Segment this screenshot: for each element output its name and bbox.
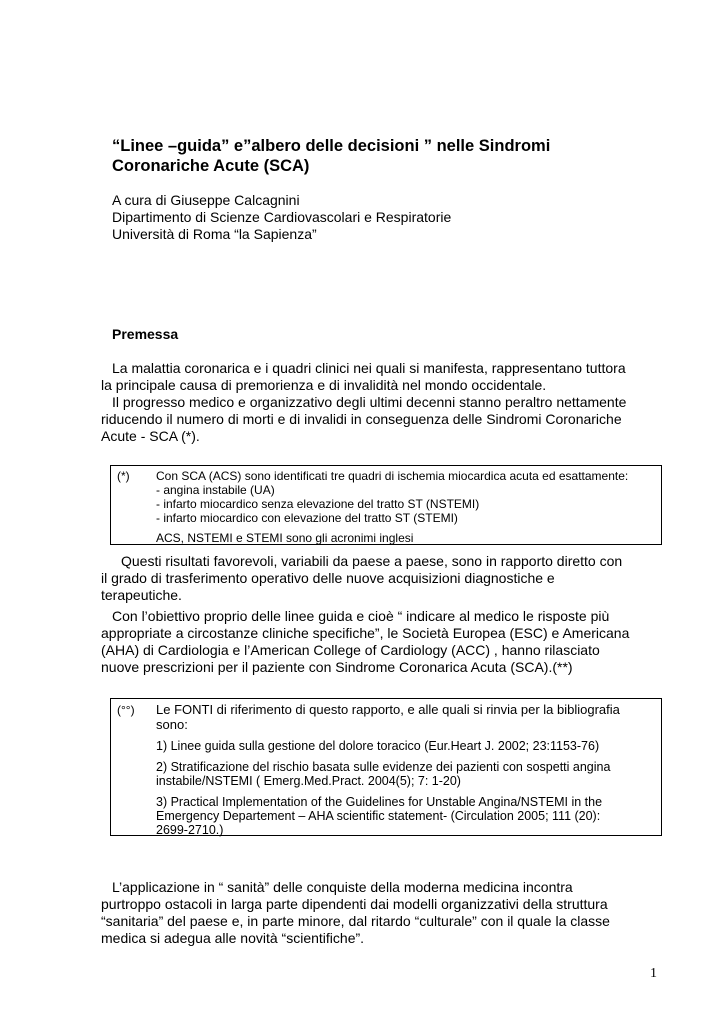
paragraph-line: “sanitaria” del paese e, in parte minore, dal ritardo “culturale” con il quale la classe (101, 913, 610, 929)
paragraph-line: la principale causa di premorienza e di invalidità nel mondo occidentale. (101, 377, 547, 393)
paragraph-line: Con l’obiettivo proprio delle linee guida e cioè “ indicare al medico le risposte più (112, 608, 610, 624)
footnote-line: Le FONTI di riferimento di questo rapporto, e alle quali si rinvia per la bibliografia (156, 702, 620, 717)
footnote-line: - infarto miocardico con elevazione del tratto ST (STEMI) (156, 511, 458, 525)
footnote-marker: (*) (117, 469, 130, 483)
footnote-box-sca (110, 465, 662, 545)
paragraph-line: riducendo il numero di morti e di invalidi in conseguenza delle Sindromi Coronariche (101, 411, 622, 427)
paragraph-line: Acute - SCA (*). (101, 428, 200, 444)
paragraph-line: purtroppo ostacoli in larga parte dipendenti dai modelli organizzativi della struttura (101, 896, 608, 912)
reference-1: 1) Linee guida sulla gestione del dolore toracico (Eur.Heart J. 2002; 23:1153-76) (156, 739, 600, 753)
footnote-content (156, 469, 651, 545)
footnote-marker: (°°) (117, 703, 135, 717)
author-block (112, 192, 451, 243)
paragraph-line: terapeutiche. (101, 587, 182, 603)
section-heading: Premessa (112, 326, 179, 342)
reference-3-line: Emergency Departement – AHA scientific statement- (Circulation 2005; 111 (20): (156, 809, 601, 823)
footnote-line: ACS, NSTEMI e STEMI sono gli acronimi inglesi (156, 531, 414, 545)
paragraph-line: La malattia coronarica e i quadri clinici nei quali si manifesta, rappresentano tuttora (112, 360, 626, 376)
footnote-line: Con SCA (ACS) sono identificati tre quadri di ischemia miocardica acuta ed esattamente: (156, 469, 629, 483)
author-line: A cura di Giuseppe Calcagnini (112, 192, 300, 208)
page-number: 1 (650, 966, 657, 981)
document-title: “Linee –guida” e”albero delle decisioni ” nelle Sindromi Coronariche Acute (SCA) (112, 137, 551, 175)
paragraph-2 (101, 553, 661, 604)
paragraph-line: Il progresso medico e organizzativo degli ultimi decenni stanno peraltro nettamente (112, 394, 627, 410)
reference-3-line: 3) Practical Implementation of the Guidelines for Unstable Angina/NSTEMI in the (156, 795, 603, 809)
paragraph-line: Questi risultati favorevoli, variabili da paese a paese, sono in rapporto diretto con (121, 553, 623, 569)
reference-2-line: 2) Stratificazione del rischio basata sulle evidenze dei pazienti con sospetti angina (156, 760, 611, 774)
paragraph-line: il grado di trasferimento operativo delle nuove acquisizioni diagnostiche e (101, 570, 555, 586)
paragraph-1 (101, 360, 661, 445)
paragraph-line: nuove prescrizioni per il paziente con Sindrome Coronarica Acuta (SCA).(**) (101, 659, 573, 675)
reference-2-line: instabile/NSTEMI ( Emerg.Med.Pract. 2004(5); 7: 1-20) (156, 774, 461, 788)
paragraph-line: (AHA) di Cardiologia e l’American College of Cardiology (ACC) , hanno rilasciato (101, 642, 600, 658)
department-line: Dipartimento di Scienze Cardiovascolari e Respiratorie (112, 209, 452, 225)
paragraph-4 (101, 879, 661, 947)
footnote-content (156, 702, 651, 837)
reference-3-line: 2699-2710.) (156, 823, 224, 837)
paragraph-line: L’applicazione in “ sanità” delle conquiste della moderna medicina incontra (112, 879, 573, 895)
footnote-line: sono: (156, 717, 188, 732)
paragraph-line: appropriate a circostanze cliniche specifiche”, le Società Europea (ESC) e Americana (101, 625, 630, 641)
footnote-box-sources (110, 698, 662, 836)
university-line: Università di Roma “la Sapienza” (112, 226, 317, 242)
footnote-line: - infarto miocardico senza elevazione del tratto ST (NSTEMI) (156, 497, 480, 511)
paragraph-3 (101, 608, 661, 676)
paragraph-line: medica si adegua alle novità “scientifiche”. (101, 930, 365, 946)
footnote-line: - angina instabile (UA) (156, 483, 275, 497)
